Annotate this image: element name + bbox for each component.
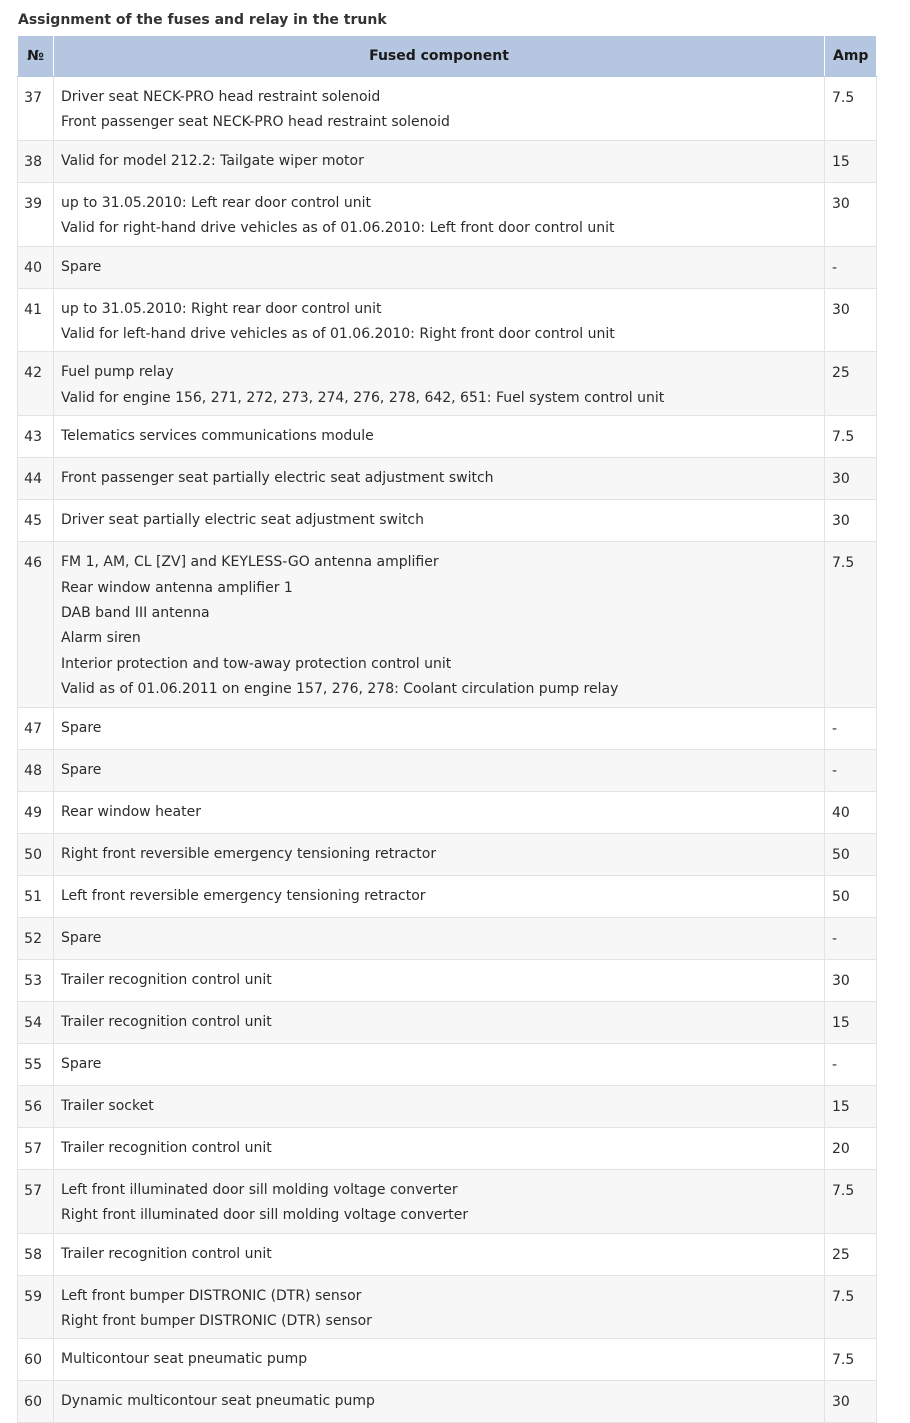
table-row (18, 1233, 877, 1275)
fused-component-cell (54, 791, 825, 833)
fuse-number-cell: 45 (18, 500, 54, 542)
table-body (18, 77, 877, 1423)
component-line: Right front reversible emergency tensioning retractor (61, 845, 437, 862)
component-line: Left front illuminated door sill molding voltage converter (61, 1181, 458, 1198)
fuse-number-cell: 49 (18, 791, 54, 833)
fused-component-cell (54, 352, 825, 416)
component-line: Interior protection and tow-away protection control unit (61, 655, 452, 672)
fused-component-cell (54, 1275, 825, 1339)
table-row (18, 707, 877, 749)
table-row (18, 246, 877, 288)
fuse-number-cell: 51 (18, 875, 54, 917)
table-row (18, 875, 877, 917)
fuse-number-cell: 39 (18, 182, 54, 246)
amp-cell: 50 (825, 875, 877, 917)
fuse-number-cell: 58 (18, 1233, 54, 1275)
fused-component-cell (54, 1001, 825, 1043)
amp-cell: 30 (825, 500, 877, 542)
header-row (18, 36, 877, 77)
component-line: FM 1, AM, CL [ZV] and KEYLESS-GO antenna amplifier (61, 554, 439, 571)
amp-cell: 7.5 (825, 542, 877, 707)
component-line: up to 31.05.2010: Left rear door control unit (61, 194, 372, 211)
fuse-number-cell: 41 (18, 288, 54, 352)
fused-component-cell (54, 140, 825, 182)
fuse-number-cell: 52 (18, 917, 54, 959)
component-line: Trailer recognition control unit (61, 971, 272, 988)
component-line: Driver seat partially electric seat adjustment switch (61, 512, 424, 529)
component-line: Telematics services communications module (61, 428, 374, 445)
component-line: Spare (61, 929, 102, 946)
table-row (18, 1275, 877, 1339)
amp-cell: - (825, 749, 877, 791)
amp-cell: 30 (825, 288, 877, 352)
table-row (18, 1381, 877, 1423)
fused-component-cell (54, 1233, 825, 1275)
component-line: Right front illuminated door sill molding voltage converter (61, 1207, 469, 1224)
amp-cell: 40 (825, 791, 877, 833)
fuse-assignment-table (17, 35, 877, 1423)
header-amp: Amp (825, 36, 877, 77)
table-row (18, 1127, 877, 1169)
table-caption: Assignment of the fuses and relay in the trunk (18, 12, 387, 28)
fuse-number-cell: 60 (18, 1339, 54, 1381)
fused-component-cell (54, 182, 825, 246)
fuse-number-cell: 57 (18, 1127, 54, 1169)
amp-cell: 25 (825, 352, 877, 416)
component-line: Valid for right-hand drive vehicles as of 01.06.2010: Left front door control unit (61, 220, 615, 237)
amp-cell: 30 (825, 959, 877, 1001)
component-line: up to 31.05.2010: Right rear door control unit (61, 300, 382, 317)
fused-component-cell (54, 1169, 825, 1233)
table-row (18, 288, 877, 352)
table-row (18, 182, 877, 246)
amp-cell: 7.5 (825, 416, 877, 458)
table-row (18, 917, 877, 959)
fused-component-cell (54, 1127, 825, 1169)
header-fused-component: Fused component (54, 36, 825, 77)
amp-cell: 7.5 (825, 77, 877, 141)
fused-component-cell (54, 707, 825, 749)
component-line: DAB band III antenna (61, 605, 210, 622)
table-row (18, 1169, 877, 1233)
fused-component-cell (54, 917, 825, 959)
fuse-number-cell: 55 (18, 1043, 54, 1085)
component-line: Alarm siren (61, 630, 141, 647)
amp-cell: - (825, 246, 877, 288)
amp-cell: 7.5 (825, 1339, 877, 1381)
table-row (18, 77, 877, 141)
fused-component-cell (54, 1339, 825, 1381)
fuse-number-cell: 44 (18, 458, 54, 500)
component-line: Trailer socket (61, 1097, 154, 1114)
fused-component-cell (54, 288, 825, 352)
fused-component-cell (54, 1381, 825, 1423)
table-row (18, 458, 877, 500)
fuse-number-cell: 42 (18, 352, 54, 416)
fused-component-cell (54, 416, 825, 458)
component-line: Valid for left-hand drive vehicles as of 01.06.2010: Right front door control unit (61, 326, 615, 343)
component-line: Valid for engine 156, 271, 272, 273, 274, 276, 278, 642, 651: Fuel system control unit (61, 389, 665, 406)
component-line: Spare (61, 1055, 102, 1072)
fused-component-cell (54, 1085, 825, 1127)
amp-cell: 30 (825, 1381, 877, 1423)
fused-component-cell (54, 77, 825, 141)
fused-component-cell (54, 1043, 825, 1085)
amp-cell: - (825, 1043, 877, 1085)
fuse-number-cell: 59 (18, 1275, 54, 1339)
component-line: Trailer recognition control unit (61, 1139, 272, 1156)
fuse-number-cell: 46 (18, 542, 54, 707)
amp-cell: 20 (825, 1127, 877, 1169)
fuse-number-cell: 37 (18, 77, 54, 141)
table-row (18, 959, 877, 1001)
fuse-number-cell: 38 (18, 140, 54, 182)
component-line: Spare (61, 258, 102, 275)
component-line: Trailer recognition control unit (61, 1013, 272, 1030)
amp-cell: 15 (825, 1085, 877, 1127)
table-row (18, 352, 877, 416)
component-line: Rear window antenna amplifier 1 (61, 579, 293, 596)
fuse-number-cell: 60 (18, 1381, 54, 1423)
fuse-number-cell: 48 (18, 749, 54, 791)
table-row (18, 140, 877, 182)
component-line: Left front bumper DISTRONIC (DTR) sensor (61, 1287, 362, 1304)
table-row (18, 416, 877, 458)
component-line: Trailer recognition control unit (61, 1245, 272, 1262)
component-line: Fuel pump relay (61, 364, 174, 381)
amp-cell: 7.5 (825, 1275, 877, 1339)
table-row (18, 1043, 877, 1085)
fuse-number-cell: 57 (18, 1169, 54, 1233)
amp-cell: 30 (825, 182, 877, 246)
fused-component-cell (54, 959, 825, 1001)
table-row (18, 542, 877, 707)
fused-component-cell (54, 875, 825, 917)
fused-component-cell (54, 749, 825, 791)
table-row (18, 833, 877, 875)
component-line: Spare (61, 719, 102, 736)
fuse-number-cell: 47 (18, 707, 54, 749)
table-row (18, 791, 877, 833)
amp-cell: 50 (825, 833, 877, 875)
amp-cell: 7.5 (825, 1169, 877, 1233)
fuse-number-cell: 53 (18, 959, 54, 1001)
table-row (18, 1001, 877, 1043)
fuse-number-cell: 40 (18, 246, 54, 288)
component-line: Rear window heater (61, 803, 201, 820)
amp-cell: - (825, 707, 877, 749)
component-line: Valid as of 01.06.2011 on engine 157, 276, 278: Coolant circulation pump relay (61, 681, 619, 698)
component-line: Valid for model 212.2: Tailgate wiper motor (61, 152, 364, 169)
component-line: Front passenger seat partially electric seat adjustment switch (61, 470, 494, 487)
fused-component-cell (54, 246, 825, 288)
table-row (18, 749, 877, 791)
fused-component-cell (54, 500, 825, 542)
component-line: Left front reversible emergency tensioning retractor (61, 887, 426, 904)
fuse-number-cell: 43 (18, 416, 54, 458)
amp-cell: 30 (825, 458, 877, 500)
amp-cell: 15 (825, 140, 877, 182)
fused-component-cell (54, 458, 825, 500)
component-line: Front passenger seat NECK-PRO head restraint solenoid (61, 114, 450, 131)
component-line: Spare (61, 761, 102, 778)
component-line: Right front bumper DISTRONIC (DTR) sensor (61, 1312, 372, 1329)
table-row (18, 1339, 877, 1381)
fused-component-cell (54, 833, 825, 875)
amp-cell: - (825, 917, 877, 959)
amp-cell: 15 (825, 1001, 877, 1043)
table-header (18, 36, 877, 77)
fused-component-cell (54, 542, 825, 707)
fuse-number-cell: 50 (18, 833, 54, 875)
fuse-number-cell: 56 (18, 1085, 54, 1127)
component-line: Multicontour seat pneumatic pump (61, 1351, 308, 1368)
table-row (18, 500, 877, 542)
fuse-number-cell: 54 (18, 1001, 54, 1043)
amp-cell: 25 (825, 1233, 877, 1275)
table-row (18, 1085, 877, 1127)
header-number: № (18, 36, 54, 77)
component-line: Dynamic multicontour seat pneumatic pump (61, 1393, 375, 1410)
component-line: Driver seat NECK-PRO head restraint solenoid (61, 89, 381, 105)
